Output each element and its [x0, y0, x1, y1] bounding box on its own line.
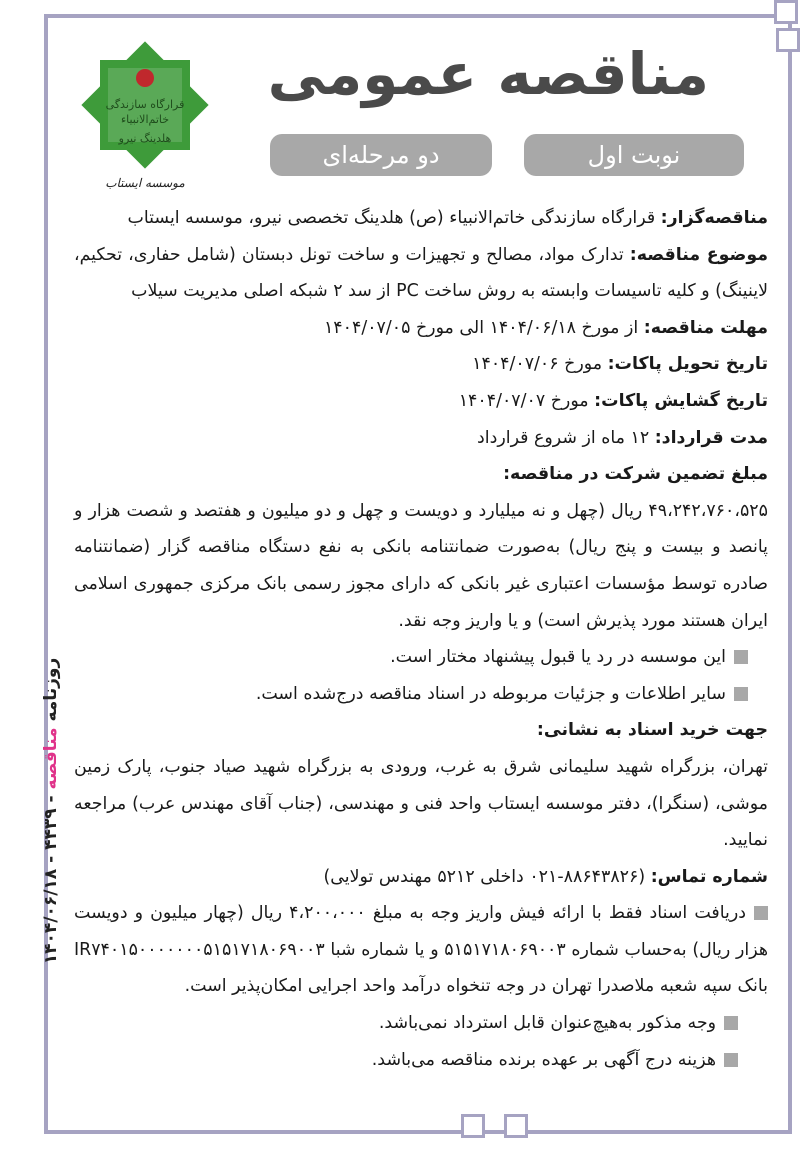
svg-text:خاتم‌الانبیاء: خاتم‌الانبیاء [120, 113, 170, 126]
final-note-text: وجه مذکور به‌هیچ‌عنوان قابل استرداد نمی‌باشد. [378, 1013, 716, 1034]
opening-row [74, 383, 768, 420]
subject-label: موضوع مناقصه: [629, 244, 768, 265]
svg-text:قرارگاه سازندگی: قرارگاه سازندگی [105, 98, 185, 111]
final-note-text: هزینه درج آگهی بر عهده برنده مناقصه می‌باشد. [371, 1049, 716, 1070]
square-bullet-icon [754, 906, 768, 920]
organizer-label: مناقصه‌گزار: [660, 208, 768, 228]
final-note-item [74, 1005, 768, 1042]
bottom-square-right [504, 1114, 528, 1138]
note-item [74, 639, 768, 676]
duration-value: ۱۲ ماه از شروع قرارداد [477, 427, 650, 448]
newspaper-brand: مناقصه [41, 727, 61, 790]
duration-label: مدت قرارداد: [654, 427, 768, 448]
logo-caption: موسسه ایستاب [105, 176, 185, 190]
organizer-value: قرارگاه سازندگی خاتم‌الانبیاء (ص) هلدینگ تخصصی نیرو، موسسه ایستاب [127, 208, 656, 228]
payment-text: دریافت اسناد فقط با ارائه فیش واریز وجه به مبلغ ۴،۲۰۰،۰۰۰ ریال (چهار میلیون و دویست هزار ریال) به‌حساب شماره ۵۱۵۱۷۱۸۰۶۹۰۰۳ و یا شماره شبا IR۷۴۰۱۵۰۰۰۰۰۰۰۵۱۵۱۷۱۸۰۶۹۰۰۳ بانک سپه شعبه ملاصدرا تهران در وجه تنخواه درآمد واحد اجرایی امکان‌پذیر است. [74, 903, 768, 997]
deadline-value: از مورخ ۱۴۰۴/۰۶/۱۸ الی مورخ ۱۴۰۴/۰۷/۰۵ [323, 317, 639, 338]
turn-badge: نوبت اول [524, 134, 744, 176]
square-bullet-icon [734, 650, 748, 664]
delivery-value: مورخ ۱۴۰۴/۰۷/۰۶ [472, 354, 603, 375]
subject-row [74, 237, 768, 310]
logo-star-icon [70, 30, 220, 180]
contact-label: شماره تماس: [650, 866, 768, 887]
payment-paragraph [74, 895, 768, 1005]
deadline-row [74, 310, 768, 347]
company-logo [70, 30, 220, 200]
contact-value: (۸۸۶۴۳۸۲۶-۰۲۱ داخلی ۵۲۱۲ مهندس تولایی) [323, 866, 646, 887]
deadline-label: مهلت مناقصه: [643, 317, 768, 338]
bottom-square-left [461, 1114, 485, 1138]
note-item [74, 676, 768, 713]
subject-value: تدارک مواد، مصالح و تجهیزات و ساخت تونل دبستان (شامل حفاری، تحکیم، لاینینگ) و کلیه تاسیسات وابسته به روش ساخت PC از سد ۲ شبکه اصلی مدیریت سیلاب [74, 244, 768, 302]
delivery-row [74, 346, 768, 383]
final-note-item [74, 1042, 768, 1079]
corner-square-right [776, 28, 800, 52]
stage-badge: دو مرحله‌ای [270, 134, 492, 176]
purchase-address: تهران، بزرگراه شهید سلیمانی شرق به غرب، ورودی به بزرگراه شهید صیاد جنوب، پارک زمین موشی، (سنگرا)، دفتر موسسه ایستاب واحد فنی و مهندسی، (جناب آقای مهندس عرب) مراجعه نمایید. [74, 756, 768, 851]
newspaper-name: روزنامه [41, 657, 61, 722]
guarantee-label: مبلغ تضمین شرکت در مناقصه: [503, 464, 768, 485]
square-bullet-icon [734, 687, 748, 701]
note-text: سایر اطلاعات و جزئیات مربوطه در اسناد مناقصه درج‌شده است. [255, 683, 726, 704]
guarantee-value: ۴۹،۲۴۲،۷۶۰،۵۲۵ ریال (چهل و نه میلیارد و دویست و چهل و دو میلیون و هفتصد و شصت هزار و پانصد و بیست و پنج ریال) به‌صورت ضمانتنامه بانکی به نفع دستگاه مناقصه گزار (ضمانتنامه صادره توسط مؤسسات اعتباری غیر بانکی که دارای مجوز رسمی بانک مرکزی جمهوری اسلامی ایران هستند مورد پذیرش است) و یا واریز وجه نقد. [74, 500, 768, 631]
contact-row [74, 859, 768, 896]
issue-number: - ۴۴۳۹ - ۱۴۰۴/۰۶/۱۸ [41, 795, 61, 965]
opening-value: مورخ ۱۴۰۴/۰۷/۰۷ [458, 390, 589, 411]
square-bullet-icon [724, 1016, 738, 1030]
organizer-row [74, 200, 768, 237]
svg-text:هلدینگ نیرو: هلدینگ نیرو [118, 132, 172, 145]
duration-row [74, 420, 768, 457]
square-bullet-icon [724, 1053, 738, 1067]
corner-square-top-right [774, 0, 798, 24]
note-text: این موسسه در رد یا قبول پیشنهاد مختار است. [390, 647, 726, 668]
newspaper-side-label [36, 646, 66, 976]
delivery-label: تاریخ تحویل پاکات: [607, 354, 768, 375]
page-title: مناقصه عمومی [267, 40, 709, 108]
ad-body [74, 200, 768, 1078]
opening-label: تاریخ گشایش پاکات: [594, 390, 768, 411]
purchase-heading: جهت خرید اسناد به نشانی: [536, 720, 768, 741]
